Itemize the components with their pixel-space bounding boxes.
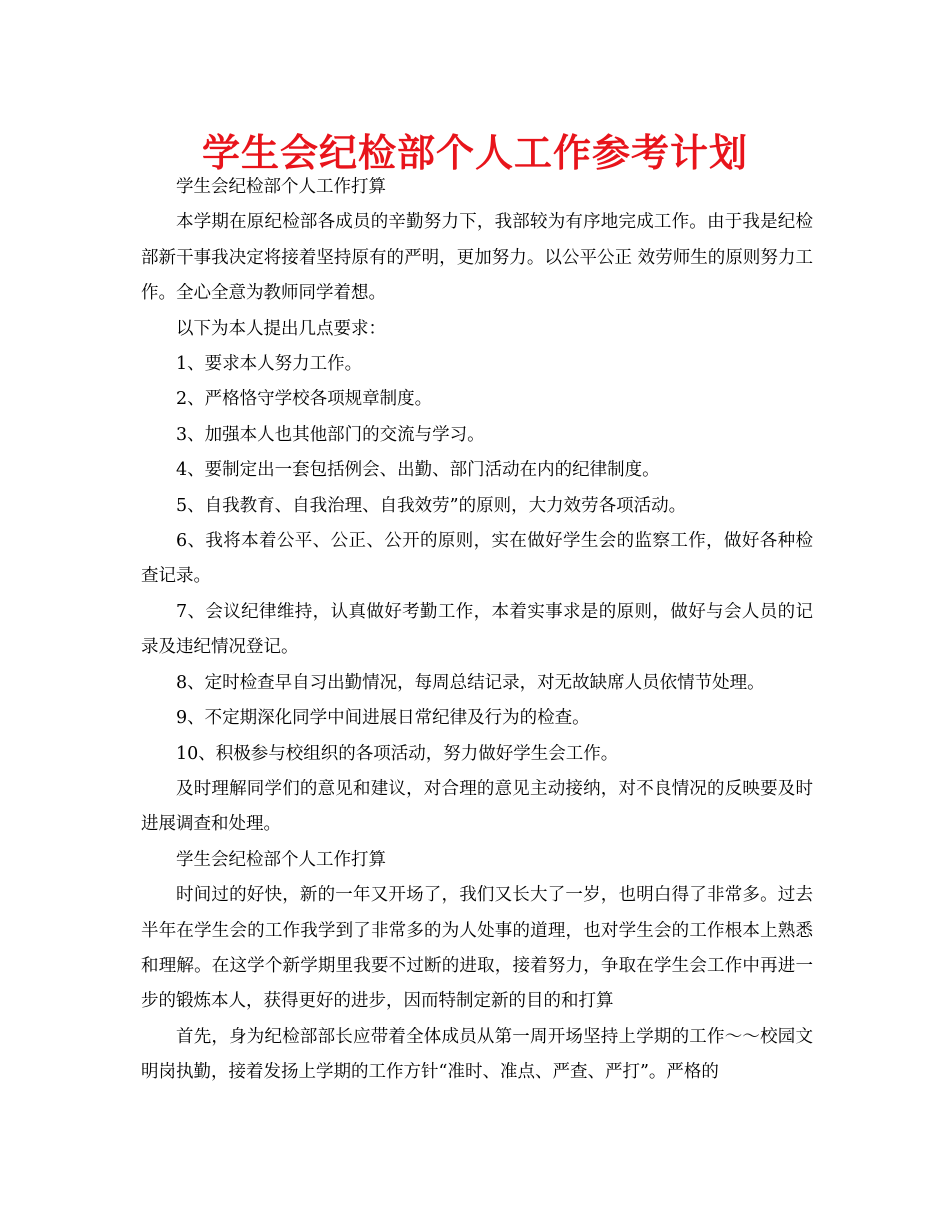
paragraph: 本学期在原纪检部各成员的辛勤努力下，我部较为有序地完成工作。由于我是纪检部新干事我决定将接着坚持原有的严明，更加努力。以公平公正 效劳师生的原则努力工作。全心全意为教师同学着想。 <box>141 212 813 304</box>
list-item: 8、定时检查早自习出勤情况，每周总结记录，对无故缺席人员依情节处理。 <box>176 672 765 693</box>
document-body <box>141 170 813 1091</box>
list-item: 5、自我教育、自我治理、自我效劳”的原则，大力效劳各项活动。 <box>176 495 687 516</box>
list-item: 4、要制定出一套包括例会、出勤、部门活动在内的纪律制度。 <box>176 460 660 481</box>
list-item: 2、严格恪守学校各项规章制度。 <box>176 389 433 410</box>
paragraph: 时间过的好快，新的一年又开场了，我们又长大了一岁，也明白得了非常多。过去半年在学生会的工作我学到了非常多的为人处事的道理，也对学生会的工作根本上熟悉和理解。在这学个新学期里我要不过断的进取，接着努力，争取在学生会工作中再进一步的锻炼本人，获得更好的进步，因而特制定新的目的和打算 <box>141 885 813 1012</box>
list-item: 6、我将本着公平、公正、公开的原则，实在做好学生会的监察工作，做好各种检查记录。 <box>141 531 813 587</box>
document-title: 学生会纪检部个人工作参考计划 <box>201 131 748 175</box>
list-item: 9、不定期深化同学中间进展日常纪律及行为的检查。 <box>176 708 590 729</box>
paragraph: 学生会纪检部个人工作打算 <box>176 849 386 870</box>
paragraph: 学生会纪检部个人工作打算 <box>176 177 386 197</box>
paragraph: 及时理解同学们的意见和建议，对合理的意见主动接纳，对不良情况的反映要及时进展调查和处理。 <box>141 778 813 835</box>
list-item: 3、加强本人也其他部门的交流与学习。 <box>176 424 485 445</box>
list-item: 10、积极参与校组织的各项活动，努力做好学生会工作。 <box>176 743 619 764</box>
list-item: 1、要求本人努力工作。 <box>176 354 363 375</box>
list-item: 7、会议纪律维持，认真做好考勤工作，本着实事求是的原则，做好与会人员的记录及违纪情况登记。 <box>141 601 813 658</box>
paragraph: 以下为本人提出几点要求： <box>176 318 386 339</box>
paragraph: 首先，身为纪检部部长应带着全体成员从第一周开场坚持上学期的工作～～校园文明岗执勤，接着发扬上学期的工作方针“准时、准点、严查、严打”。严格的 <box>141 1026 813 1083</box>
